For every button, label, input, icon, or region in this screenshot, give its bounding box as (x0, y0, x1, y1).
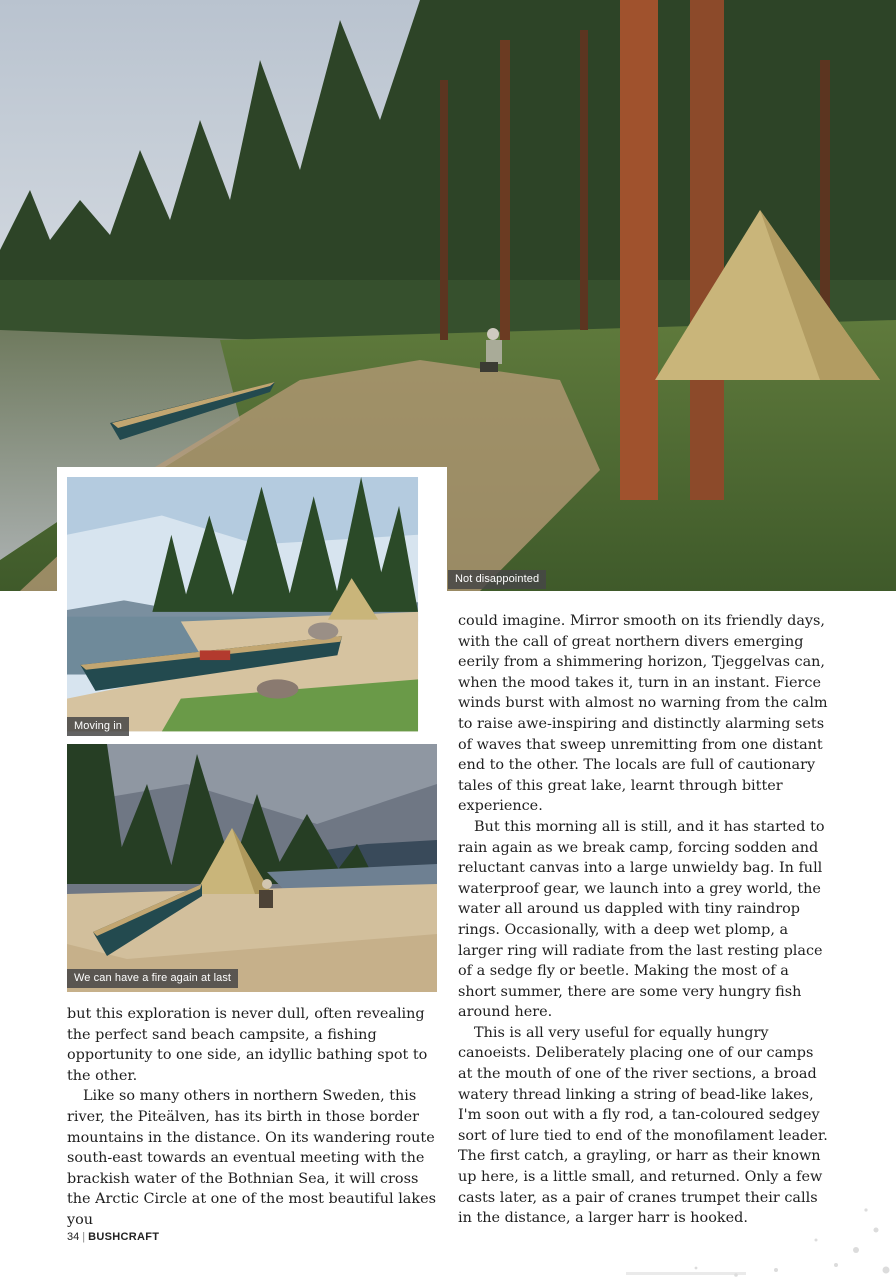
left-paragraph-1: but this exploration is never dull, often revealing the perfect sand beach campsite, a fishing opportunity to one side, an idyllic bathing spot to the other. (67, 1006, 428, 1084)
grunge-texture-icon (476, 1190, 896, 1280)
inset-top-caption: Moving in (67, 717, 129, 736)
inset-top-photo (57, 467, 447, 741)
page-number: 34 (67, 1231, 80, 1243)
inset-bottom-caption: We can have a fire again at last (67, 969, 238, 988)
main-photo-caption: Not disappointed (448, 570, 546, 589)
right-column (458, 611, 830, 1229)
tent-beach-photo-icon (67, 744, 437, 992)
left-paragraph-2: Like so many others in northern Sweden, this river, the Piteälven, has its birth in those border mountains in the distance. On its wandering route south-east towards an eventual meeting with the brackish water of the Bothnian Sea, it will cross the Arctic Circle at one of the most beautiful lakes you (67, 1088, 436, 1228)
page-footer (67, 1231, 159, 1243)
right-paragraph-2: But this morning all is still, and it has started to rain again as we break camp, forcing sodden and reluctant canvas into a large unwieldy bag. In full waterproof gear, we launch into a grey world, the water all around us dappled with tiny raindrop rings. Occasionally, with a deep wet plomp, a larger ring will radiate from the last resting place of a sedge fly or beetle. Making the most of a short summer, there are some very hungry fish around here. (458, 818, 825, 1021)
footer-separator: | (82, 1231, 86, 1243)
left-column (67, 1004, 443, 1231)
beach-canoe-photo-icon (67, 477, 437, 741)
magazine-name: BUSHCRAFT (88, 1231, 160, 1243)
inset-bottom-photo (67, 744, 437, 992)
right-paragraph-1: could imagine. Mirror smooth on its friendly days, with the call of great northern divers emerging eerily from a shimmering horizon, Tjeggelvas can, when the mood takes it, turn in an instant. Fierce winds burst with almost no warning from the calm to raise awe-inspiring and distinctly alarming sets of waves that sweep unremitting from one distant end to the other. The locals are full of cautionary tales of this great lake, learnt through bitter experience. (458, 613, 828, 815)
right-paragraph-3: This is all very useful for equally hungry canoeists. Deliberately placing one of our camps at the mouth of one of the river sections, a broad watery thread linking a string of bead-like lakes, I'm soon out with a fly rod, a tan-coloured sedgey sort of lure tied to end of the monofilament leader. The first catch, a grayling, or harr as their known up here, is a little small, and returned. Only a few casts later, as a pair of cranes trumpet their calls in the distance, a larger harr is hooked. (458, 1024, 828, 1227)
